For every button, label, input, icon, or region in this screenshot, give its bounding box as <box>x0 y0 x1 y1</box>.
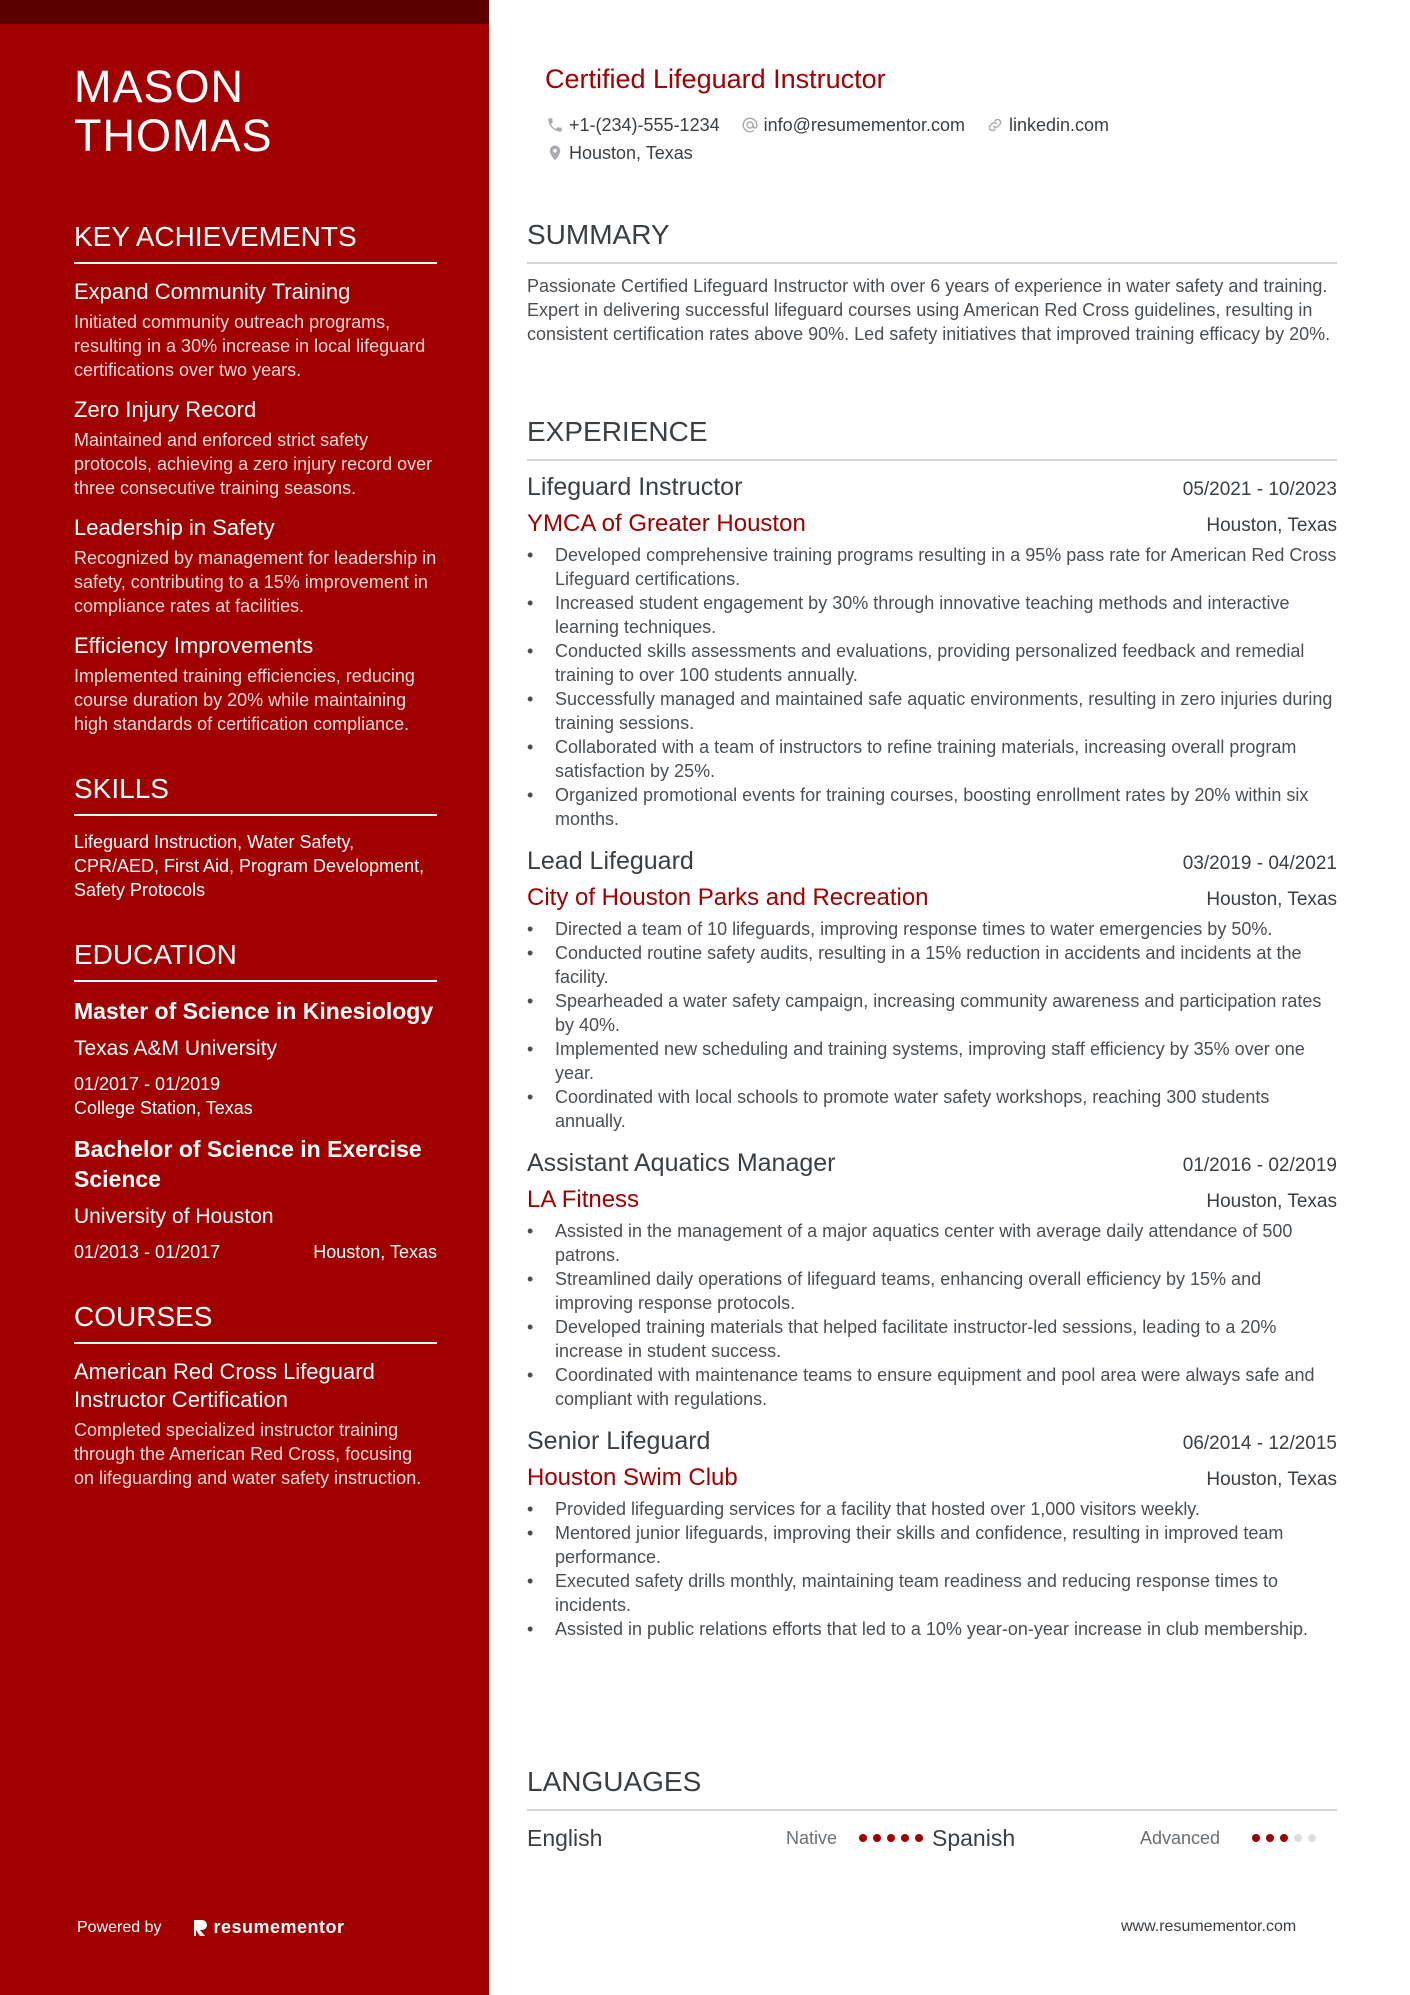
bullet-item: • Coordinated with local schools to promote water safety workshops, reaching 300 students annually. <box>527 1085 1337 1133</box>
language-rating <box>1252 1834 1322 1842</box>
achievement-item <box>74 278 437 382</box>
powered-by <box>77 1917 345 1938</box>
achievement-desc: Initiated community outreach programs, resulting in a 30% increase in local lifeguard certifications over two years. <box>74 312 426 380</box>
education-section <box>74 938 437 1264</box>
experience-bullets <box>527 543 1337 831</box>
experience-location: Houston, Texas <box>1206 889 1337 910</box>
experience-subheader <box>527 1463 1337 1493</box>
experience-dates: 03/2019 - 04/2021 <box>1182 853 1337 874</box>
achievement-item <box>74 514 437 618</box>
experience-header <box>527 1425 1337 1457</box>
experience-location: Houston, Texas <box>1206 1469 1337 1490</box>
bullet-item: • Directed a team of 10 lifeguards, improving response times to water emergencies by 50%. <box>527 917 1337 941</box>
linkedin-text: linkedin.com <box>1008 114 1110 135</box>
rating-dot <box>1266 1834 1274 1842</box>
rating-dot <box>1308 1834 1316 1842</box>
experience-bullets <box>527 917 1337 1133</box>
sidebar-top-bar <box>0 0 489 24</box>
experience-company: City of Houston Parks and Recreation <box>527 884 929 911</box>
rating-dot <box>1252 1834 1260 1842</box>
rating-dot <box>887 1834 895 1842</box>
experience-location: Houston, Texas <box>1206 1191 1337 1212</box>
email-text: info@resumementor.com <box>763 114 965 135</box>
experience-dates: 01/2016 - 02/2019 <box>1182 1155 1337 1176</box>
bullet-item: • Implemented new scheduling and training systems, improving staff efficiency by 35% over one year. <box>527 1037 1337 1085</box>
languages-section <box>527 1765 1337 1853</box>
experience-dates: 06/2014 - 12/2015 <box>1182 1433 1337 1454</box>
experience-dates: 05/2021 - 10/2023 <box>1182 479 1337 500</box>
experience-item <box>527 1425 1337 1641</box>
experience-role: Lead Lifeguard <box>527 847 694 875</box>
skills-text: Lifeguard Instruction, Water Safety, CPR/AED, First Aid, Program Development, Safety Protocols <box>74 832 425 900</box>
summary-heading: SUMMARY <box>527 218 1337 264</box>
experience-item <box>527 471 1337 831</box>
experience-role: Assistant Aquatics Manager <box>527 1149 836 1177</box>
language-rating <box>859 1834 929 1842</box>
achievement-title: Expand Community Training <box>74 279 351 304</box>
bullet-item: • Conducted skills assessments and evaluations, providing personalized feedback and remedial training to over 100 students annually. <box>527 639 1337 687</box>
edu-dates: 01/2013 - 01/2017 <box>74 1242 221 1262</box>
achievement-item <box>74 632 437 736</box>
achievement-item <box>74 396 437 500</box>
summary-section <box>527 218 1337 346</box>
last-name: THOMAS <box>74 110 273 161</box>
experience-heading: EXPERIENCE <box>527 415 1337 461</box>
candidate-name <box>74 62 437 160</box>
course-desc: Completed specialized instructor training through the American Red Cross, focusing on lifeguarding and water safety instruction. <box>74 1420 422 1488</box>
experience-company: LA Fitness <box>527 1186 640 1213</box>
bullet-item: • Coordinated with maintenance teams to ensure equipment and pool area were always safe and compliant with regulations. <box>527 1363 1337 1411</box>
bullet-item: • Assisted in the management of a major aquatics center with average daily attendance of 500 patrons. <box>527 1219 1337 1267</box>
phone-text: +1-(234)-555-1234 <box>569 114 720 135</box>
experience-location: Houston, Texas <box>1206 515 1337 536</box>
experience-item <box>527 1147 1337 1411</box>
bullet-item: • Provided lifeguarding services for a facility that hosted over 1,000 visitors weekly. <box>527 1497 1337 1521</box>
rating-dot <box>901 1834 909 1842</box>
linkedin-contact[interactable] <box>985 115 1109 136</box>
brand-logo[interactable] <box>192 1917 345 1938</box>
experience-header <box>527 845 1337 877</box>
phone-icon <box>545 115 565 135</box>
language-level: Native <box>785 1827 837 1848</box>
experience-bullets <box>527 1219 1337 1411</box>
edu-meta <box>74 1072 437 1120</box>
bullet-item: • Organized promotional events for training courses, boosting enrollment rates by 20% within six months. <box>527 783 1337 831</box>
bullet-item: • Developed comprehensive training programs resulting in a 95% pass rate for American Red Cross Lifeguard certifications. <box>527 543 1337 591</box>
achievements-section <box>74 220 437 736</box>
rating-dot <box>859 1834 867 1842</box>
edu-location: College Station, Texas <box>74 1098 253 1118</box>
achievement-title: Leadership in Safety <box>74 515 275 540</box>
sidebar <box>0 0 489 1995</box>
edu-school: Texas A&M University <box>74 1037 278 1060</box>
summary-text: Passionate Certified Lifeguard Instructor with over 6 years of experience in water safety and training. Expert in delivering successful lifeguard courses using American Red Cross guidelines, resulting in consistent certification rates above 90%. Led safety initiatives that improved training efficacy by 20%. <box>527 276 1331 344</box>
achievement-desc: Recognized by management for leadership in safety, contributing to a 15% improvement in compliance rates at facilities. <box>74 548 437 616</box>
rating-dot <box>873 1834 881 1842</box>
edu-school: University of Houston <box>74 1205 274 1228</box>
achievement-desc: Maintained and enforced strict safety protocols, achieving a zero injury record over three consecutive training seasons. <box>74 430 433 498</box>
location-pin-icon <box>545 143 565 163</box>
experience-subheader <box>527 509 1337 539</box>
rating-dot <box>1294 1834 1302 1842</box>
edu-dates: 01/2017 - 01/2019 <box>74 1074 221 1094</box>
achievement-desc: Implemented training efficiencies, reducing course duration by 20% while maintaining high standards of certification compliance. <box>74 666 415 734</box>
bullet-item: • Streamlined daily operations of lifeguard teams, enhancing overall efficiency by 15% and improving response protocols. <box>527 1267 1337 1315</box>
job-title: Certified Lifeguard Instructor <box>545 64 886 94</box>
experience-section <box>527 415 1337 1641</box>
experience-company: Houston Swim Club <box>527 1464 738 1491</box>
skills-section <box>74 772 437 902</box>
achievement-title: Efficiency Improvements <box>74 633 314 658</box>
rating-dot <box>915 1834 923 1842</box>
education-item <box>74 996 437 1120</box>
experience-subheader <box>527 1185 1337 1215</box>
brand-name: resumementor <box>213 1917 345 1937</box>
experience-role: Lifeguard Instructor <box>527 473 743 501</box>
experience-header <box>527 471 1337 503</box>
experience-header <box>527 1147 1337 1179</box>
language-item <box>932 1825 1337 1852</box>
language-item <box>527 1825 932 1852</box>
education-heading: EDUCATION <box>74 938 437 982</box>
languages-heading: LANGUAGES <box>527 1765 1337 1811</box>
experience-company: YMCA of Greater Houston <box>527 510 806 537</box>
edu-degree: Master of Science in Kinesiology <box>74 998 434 1024</box>
powered-by-label: Powered by <box>77 1918 162 1936</box>
footer-url[interactable]: www.resumementor.com <box>1121 1918 1297 1935</box>
at-icon <box>740 115 760 135</box>
bullet-item: • Increased student engagement by 30% through innovative teaching methods and interactive learning techniques. <box>527 591 1337 639</box>
location-text: Houston, Texas <box>569 142 693 163</box>
rating-dot <box>1280 1834 1288 1842</box>
bullet-item: • Developed training materials that helped facilitate instructor-led sessions, leading to a 20% increase in student success. <box>527 1315 1337 1363</box>
experience-bullets <box>527 1497 1337 1641</box>
bullet-item: • Successfully managed and maintained safe aquatic environments, resulting in zero injuries during training sessions. <box>527 687 1337 735</box>
course-title: American Red Cross Lifeguard Instructor Certification <box>74 1359 375 1412</box>
bullet-item: • Spearheaded a water safety campaign, increasing community awareness and participation rates by 40%. <box>527 989 1337 1037</box>
education-item <box>74 1134 437 1264</box>
language-name: English <box>527 1824 603 1851</box>
email-contact[interactable] <box>740 115 965 136</box>
language-name: Spanish <box>932 1824 1016 1851</box>
contact-info <box>545 112 1335 168</box>
first-name: MASON <box>74 61 245 112</box>
skills-heading: SKILLS <box>74 772 437 816</box>
courses-section <box>74 1300 437 1490</box>
experience-subheader <box>527 883 1337 913</box>
language-level: Advanced <box>1139 1827 1220 1848</box>
bullet-item: • Mentored junior lifeguards, improving their skills and confidence, resulting in improved team performance. <box>527 1521 1337 1569</box>
bullet-item: • Assisted in public relations efforts that led to a 10% year-on-year increase in club membership. <box>527 1617 1337 1641</box>
courses-heading: COURSES <box>74 1300 437 1344</box>
achievement-title: Zero Injury Record <box>74 397 257 422</box>
location-contact <box>545 143 693 164</box>
phone-contact[interactable] <box>545 115 720 136</box>
bullet-item: • Collaborated with a team of instructors to refine training materials, increasing overall program satisfaction by 25%. <box>527 735 1337 783</box>
edu-degree: Bachelor of Science in Exercise Science <box>74 1136 422 1192</box>
edu-meta <box>74 1240 437 1264</box>
achievements-heading: KEY ACHIEVEMENTS <box>74 220 437 264</box>
experience-role: Senior Lifeguard <box>527 1427 711 1455</box>
bullet-item: • Executed safety drills monthly, maintaining team readiness and reducing response times to incidents. <box>527 1569 1337 1617</box>
edu-location: Houston, Texas <box>313 1242 437 1262</box>
link-icon <box>985 115 1005 135</box>
brand-mark-icon <box>192 1918 208 1938</box>
experience-item <box>527 845 1337 1133</box>
bullet-item: • Conducted routine safety audits, resulting in a 15% reduction in accidents and incidents at the facility. <box>527 941 1337 989</box>
